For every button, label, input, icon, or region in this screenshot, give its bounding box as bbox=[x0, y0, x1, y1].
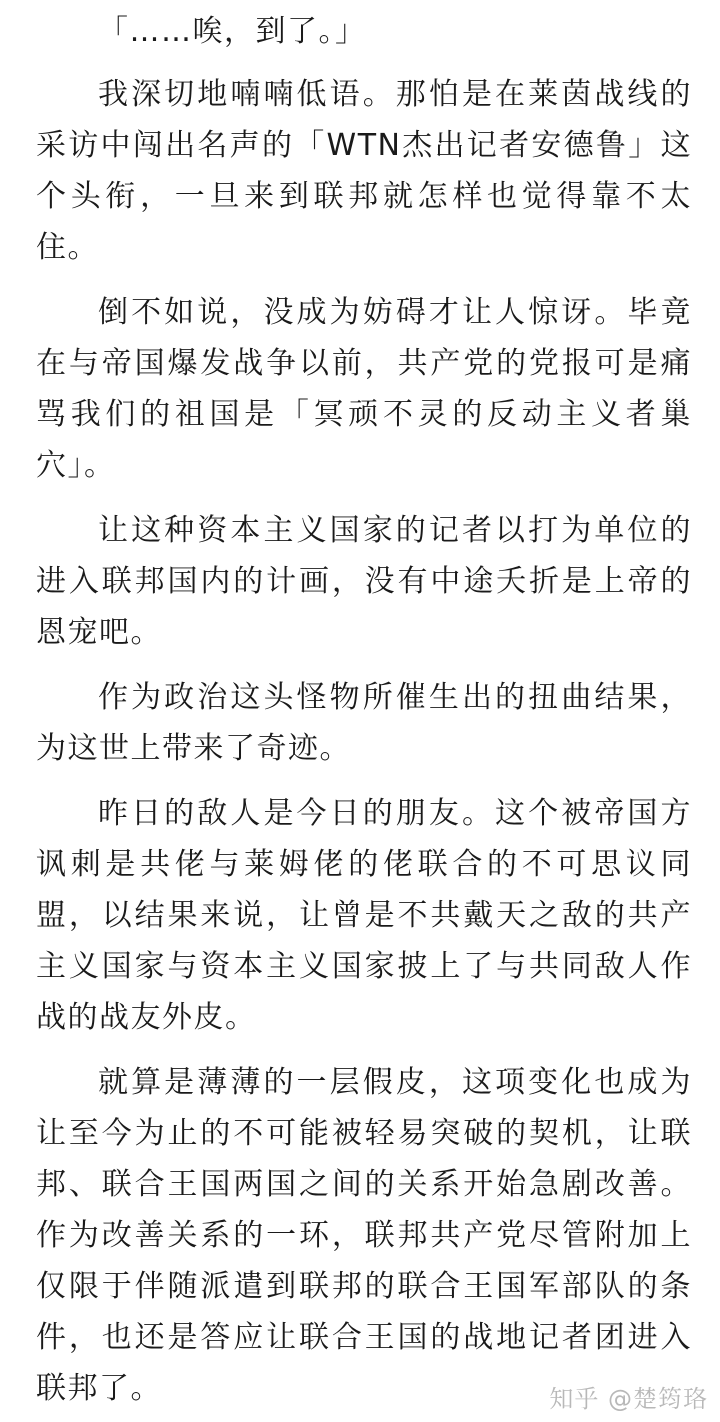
paragraph: 我深切地喃喃低语。那怕是在莱茵战线的采访中闯出名声的「WTN杰出记者安德鲁」这个头衔，一旦来到联邦就怎样也觉得靠不太住。 bbox=[36, 77, 692, 265]
paragraph: 作为政治这头怪物所催生出的扭曲结果，为这世上带来了奇迹。 bbox=[36, 680, 692, 766]
paragraph: 让这种资本主义国家的记者以打为单位的进入联邦国内的计画，没有中途夭折是上帝的恩宠吧。 bbox=[36, 513, 692, 650]
paragraph: 「……唉，到了。」 bbox=[98, 14, 367, 49]
paragraph: 倒不如说，没成为妨碍才让人惊讶。毕竟在与帝国爆发战争以前，共产党的党报可是痛骂我们的祖国是「冥顽不灵的反动主义者巢穴」。 bbox=[36, 295, 692, 483]
paragraph: 就算是薄薄的一层假皮，这项变化也成为让至今为止的不可能被轻易突破的契机，让联邦、联合王国两国之间的关系开始急剧改善。作为改善关系的一环，联邦共产党尽管附加上仅限于伴随派遣到联邦的联合王国军部队的条件，也还是答应让联合王国的战地记者团进入联邦了。 bbox=[36, 1065, 692, 1406]
paragraph: 昨日的敌人是今日的朋友。这个被帝国方讽刺是共佬与莱姆佬的佬联合的不可思议同盟，以结果来说，让曾是不共戴天之敌的共产主义国家与资本主义国家披上了与共同敌人作战的战友外皮。 bbox=[36, 796, 692, 1035]
zhihu-watermark: 知乎 @楚筠珞 bbox=[549, 1385, 708, 1413]
